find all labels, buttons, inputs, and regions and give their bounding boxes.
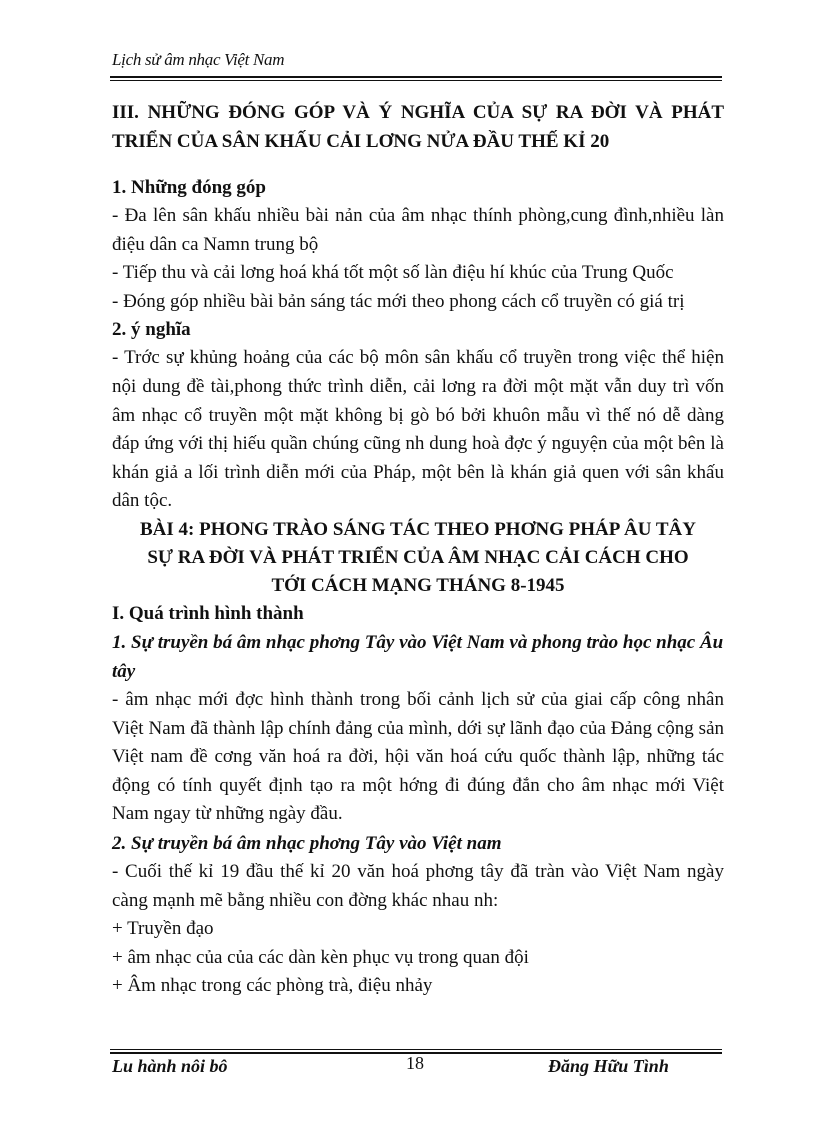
footer-rule-thin	[110, 1049, 722, 1050]
lesson-4-sub1-paragraph: - âm nhạc mới đợc hình thành trong bối cảnh lịch sử của giai cấp công nhân Việt Nam đã thành lập chính đảng của mình, dới sự lãnh đạo của Đảng cộng sản Việt nam đề cơng văn hoá ra đời, hội văn hoá cứu quốc thành lập, những tác động có tính quyết định tạo ra một hớng đi đúng đắn cho âm nhạc mới Việt Nam ngay từ những ngày đầu.	[112, 688, 724, 825]
section-3-sub1-heading: 1. Những đóng góp	[112, 177, 266, 198]
lesson-4-part1-heading: I. Quá trình hình thành	[112, 602, 304, 624]
section-3-title: III. NHỮNG ĐÓNG GÓP VÀ Ý NGHĨA CỦA SỰ RA ĐỜI VÀ PHÁT TRIỂN CỦA SÂN KHẤU CẢI LƠNG NỬA ĐẦU THẾ KỈ 20	[112, 102, 724, 152]
section-3-sub2-paragraph: - Trớc sự khủng hoảng của các bộ môn sân khấu cổ truyền trong việc thể hiện nội dung đề tài,phong thức trình diễn, cải lơng ra đời một mặt vẫn duy trì vốn âm nhạc cổ truyền một mặt không bị gò bó bởi khuôn mẫu vì thế nó dễ dàng đáp ứng với thị hiếu quần chúng cũng nh dung hoà đợc ý nguyện của một bên là khán giả a lối trình diễn mới của Pháp, một bên là khán giả quen với sân khấu dân tộc.	[112, 347, 724, 512]
lesson-4-title-line: SỰ RA ĐỜI VÀ PHÁT TRIỂN CỦA ÂM NHẠC CẢI CÁCH CHO	[147, 546, 689, 568]
lesson-4-sub2-paragraph: - Cuối thế kỉ 19 đầu thế kỉ 20 văn hoá phơng tây đã tràn vào Việt Nam ngày càng mạnh mẽ bằng nhiều con đờng khác nhau nh:	[112, 860, 724, 911]
lesson-4-sub2-item: + Truyền đạo	[112, 918, 214, 940]
header-rule-thick	[110, 76, 722, 78]
footer-circulation-note: Lu hành nôi bô	[112, 1056, 228, 1076]
page-body	[112, 98, 724, 1001]
header-rule-thin	[110, 80, 722, 81]
page-number: 18	[406, 1053, 424, 1073]
section-3-sub1-item: - Đa lên sân khấu nhiều bài nản của âm nhạc thính phòng,cung đình,nhiều làn điệu dân ca Namn trung bộ	[112, 205, 724, 255]
footer-author: Đăng Hữu Tình	[548, 1056, 669, 1076]
lesson-4-title-line: BÀI 4: PHONG TRÀO SÁNG TÁC THEO PHƠNG PHÁP ÂU TÂY	[140, 518, 696, 540]
running-header: Lịch sử âm nhạc Việt Nam	[112, 50, 285, 69]
lesson-4-title-line: TỚI CÁCH MẠNG THÁNG 8-1945	[271, 574, 565, 596]
lesson-4-sub2-item: + Âm nhạc trong các phòng trà, điệu nhảy	[112, 975, 433, 997]
lesson-4-sub2-item: + âm nhạc của của các dàn kèn phục vụ trong quan đội	[112, 946, 529, 968]
lesson-4-sub1-heading: 1. Sự truyền bá âm nhạc phơng Tây vào Việt Nam và phong trào học nhạc Âu tây	[112, 631, 724, 682]
section-3-sub1-item: - Tiếp thu và cải lơng hoá khá tốt một số làn điệu hí khúc của Trung Quốc	[112, 262, 674, 284]
section-3-sub2-heading: 2. ý nghĩa	[112, 319, 191, 341]
section-3-sub1-item: - Đóng góp nhiều bài bản sáng tác mới theo phong cách cổ truyền có giá trị	[112, 290, 685, 312]
lesson-4-sub2-heading: 2. Sự truyền bá âm nhạc phơng Tây vào Việt nam	[112, 832, 502, 854]
